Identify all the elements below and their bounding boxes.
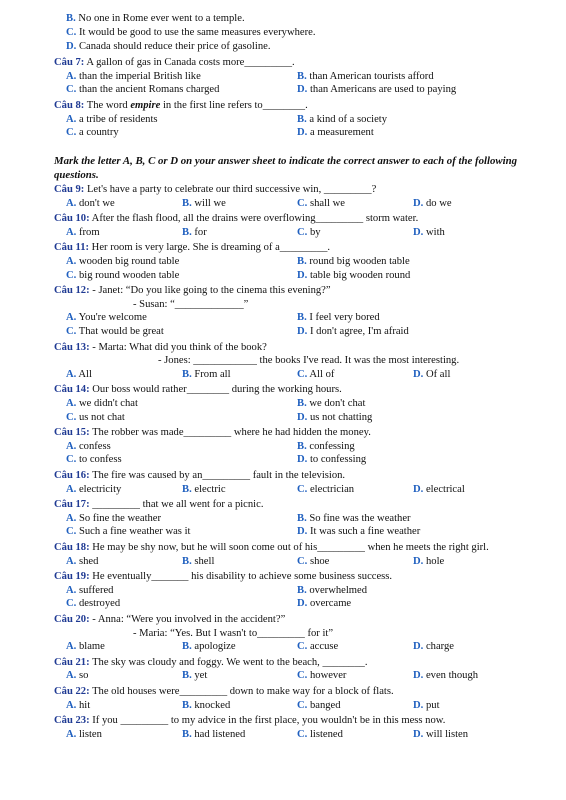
question-number: Câu 19:	[54, 571, 90, 583]
option-text: to confess	[78, 454, 122, 466]
option-text: shoe	[309, 555, 330, 567]
option-text: will we	[194, 197, 226, 209]
option-letter: D.	[413, 197, 424, 209]
question-text: : “Do you like going to the cinema this evening?”	[120, 285, 331, 297]
speaker-name: Anna	[97, 613, 121, 625]
option-letter: A.	[66, 312, 77, 324]
option-8-b[interactable]	[297, 113, 387, 126]
option-text: us not chat	[78, 411, 125, 423]
option-letter: D.	[413, 555, 424, 567]
option-text: a kind of a society	[309, 113, 388, 125]
option-7-c[interactable]	[66, 83, 219, 96]
option-letter: C.	[297, 641, 308, 653]
question-text: Her room is very large. She is dreaming of a_________.	[89, 242, 331, 254]
option-letter: B.	[297, 113, 307, 125]
option-text: All	[78, 368, 92, 380]
option-text: banged	[309, 699, 341, 711]
option-text: That would be great	[78, 325, 164, 337]
option-letter: C.	[297, 197, 308, 209]
option-letter: C.	[66, 26, 77, 38]
option-text: Of all	[425, 368, 451, 380]
option-letter: A.	[66, 197, 77, 209]
option-letter: D.	[297, 454, 308, 466]
question-text: The word	[84, 100, 131, 112]
option-prev-1[interactable]	[66, 26, 316, 39]
option-text: electrical	[425, 483, 465, 495]
option-9-b[interactable]	[182, 197, 226, 210]
speaker-name: Marta	[98, 341, 124, 353]
option-letter: C.	[297, 483, 308, 495]
option-letter: B.	[182, 226, 192, 238]
option-letter: A.	[66, 728, 77, 740]
dialogue-reply	[133, 627, 333, 640]
question-stem	[54, 541, 554, 554]
option-21-b[interactable]	[182, 669, 207, 682]
option-16-a[interactable]	[66, 483, 121, 496]
option-letter: C.	[66, 598, 77, 610]
option-text: charge	[425, 641, 455, 653]
option-text: shed	[78, 555, 99, 567]
dialogue-reply	[158, 354, 459, 367]
option-letter: C.	[66, 526, 77, 538]
option-letter: A.	[66, 70, 77, 82]
question-number: Câu 16:	[54, 469, 90, 481]
speaker-name: - Susan	[133, 298, 165, 310]
option-letter: A.	[66, 512, 77, 524]
option-text: than the imperial British like	[78, 70, 201, 82]
option-text: table big wooden round	[309, 269, 411, 281]
option-text: destroyed	[78, 598, 121, 610]
option-text: It would be good to use the same measures everywhere.	[78, 26, 316, 38]
option-text: with	[425, 226, 445, 238]
option-letter: B.	[182, 483, 192, 495]
option-23-c[interactable]	[297, 728, 343, 741]
option-17-c[interactable]	[66, 525, 190, 538]
question-text: The fire was caused by an_________ fault in the television.	[89, 469, 346, 481]
question-text: Let's have a party to celebrate our third successive win, _________?	[84, 183, 377, 195]
option-text: from	[78, 226, 100, 238]
question-number: Câu 15:	[54, 427, 90, 439]
option-text: It was such a fine weather	[309, 526, 421, 538]
option-letter: C.	[297, 555, 308, 567]
option-9-d[interactable]	[413, 197, 452, 210]
option-letter: D.	[413, 641, 424, 653]
option-text: than the ancient Romans charged	[78, 84, 220, 96]
question-text: Our boss would rather________ during the working hours.	[89, 384, 342, 396]
question-number: Câu 11:	[54, 242, 90, 254]
option-text: hole	[425, 555, 445, 567]
option-text: so	[78, 670, 89, 682]
option-text: You're welcome	[78, 312, 147, 324]
option-letter: D.	[66, 40, 77, 52]
option-20-b[interactable]	[182, 640, 236, 653]
question-text: in the first line refers to________.	[160, 100, 308, 112]
option-12-c[interactable]	[66, 325, 164, 338]
option-letter: A.	[66, 483, 77, 495]
option-22-d[interactable]	[413, 699, 440, 712]
question-number: Câu 23:	[54, 715, 90, 727]
option-letter: D.	[297, 526, 308, 538]
question-number: Câu 20:	[54, 613, 90, 625]
question-stem	[54, 99, 554, 112]
question-text: : “Were you involved in the accident?”	[120, 613, 286, 625]
option-letter: C.	[297, 226, 308, 238]
question-stem	[54, 656, 554, 669]
option-letter: A.	[66, 670, 77, 682]
question-stem	[54, 714, 554, 727]
option-10-c[interactable]	[297, 226, 321, 239]
option-18-d[interactable]	[413, 555, 444, 568]
question-text: The sky was cloudy and foggy. We went to the beach, ________.	[89, 656, 368, 668]
option-23-b[interactable]	[182, 728, 245, 741]
option-text: listen	[78, 728, 102, 740]
option-letter: B.	[297, 440, 307, 452]
question-number: Câu 21:	[54, 656, 90, 668]
question-text: : What did you think of the book?	[123, 341, 267, 353]
question-stem	[54, 498, 554, 511]
option-letter: B.	[297, 312, 307, 324]
question-text: _________ that we all went for a picnic.	[89, 499, 264, 511]
option-text: Canada should reduce their price of gasoline.	[78, 40, 271, 52]
option-16-b[interactable]	[182, 483, 226, 496]
option-text: we didn't chat	[78, 397, 138, 409]
option-letter: A.	[66, 397, 77, 409]
question-stem	[54, 685, 554, 698]
reply-text: : “Yes. But I wasn't to_________ for it”	[164, 627, 334, 639]
option-9-a[interactable]	[66, 197, 115, 210]
speaker-name: - Maria	[133, 627, 165, 639]
option-letter: C.	[66, 411, 77, 423]
option-text: shall we	[309, 197, 345, 209]
option-text: a measurement	[309, 127, 374, 139]
option-letter: D.	[413, 226, 424, 238]
option-text: wooden big round table	[78, 255, 180, 267]
option-letter: D.	[413, 368, 424, 380]
option-letter: C.	[66, 127, 77, 139]
question-text: He eventually_______ his disability to achieve some business success.	[89, 571, 393, 583]
question-number: Câu 17:	[54, 499, 90, 511]
option-letter: A.	[66, 226, 77, 238]
option-letter: C.	[66, 454, 77, 466]
option-23-a[interactable]	[66, 728, 102, 741]
option-text: From all	[194, 368, 231, 380]
option-11-b[interactable]	[297, 255, 410, 268]
option-letter: B.	[182, 728, 192, 740]
option-text: electric	[194, 483, 226, 495]
option-letter: B.	[182, 699, 192, 711]
option-text: accuse	[309, 641, 339, 653]
option-text: a country	[78, 127, 119, 139]
option-letter: D.	[297, 84, 308, 96]
option-8-a[interactable]	[66, 113, 158, 126]
option-letter: D.	[297, 325, 308, 337]
option-letter: D.	[297, 127, 308, 139]
question-stem	[54, 570, 554, 583]
option-11-c[interactable]	[66, 269, 179, 282]
reply-text: : ____________ the books I've read. It was the most interesting.	[187, 355, 460, 367]
option-text: us not chatting	[309, 411, 373, 423]
option-12-d[interactable]	[297, 325, 409, 338]
question-text: -	[89, 613, 98, 625]
option-text: had listened	[194, 728, 246, 740]
option-text: blame	[78, 641, 105, 653]
option-14-a[interactable]	[66, 397, 138, 410]
option-15-a[interactable]	[66, 440, 111, 453]
option-letter: B.	[182, 670, 192, 682]
option-letter: B.	[182, 197, 192, 209]
emphasized-word: empire	[130, 100, 161, 112]
option-7-a[interactable]	[66, 70, 201, 83]
option-letter: B.	[297, 512, 307, 524]
question-text: -	[89, 285, 99, 297]
option-text: than Americans are used to paying	[309, 84, 457, 96]
question-stem	[54, 212, 554, 225]
question-number: Câu 10:	[54, 213, 90, 225]
option-17-a[interactable]	[66, 512, 161, 525]
option-letter: D.	[297, 598, 308, 610]
option-13-d[interactable]	[413, 368, 450, 381]
option-letter: B.	[297, 397, 307, 409]
option-text: even though	[425, 670, 479, 682]
section-instruction: Mark the letter A, B, C or D on your answer sheet to indicate the correct answer to each of the following questions.	[54, 155, 517, 182]
question-stem	[54, 469, 554, 482]
option-letter: C.	[66, 325, 77, 337]
option-14-c[interactable]	[66, 411, 125, 424]
question-stem	[54, 383, 554, 396]
option-21-d[interactable]	[413, 669, 478, 682]
option-12-b[interactable]	[297, 311, 380, 324]
question-text: A gallon of gas in Canada costs more_________.	[84, 57, 295, 68]
option-text: So fine the weather	[78, 512, 162, 524]
option-21-c[interactable]	[297, 669, 346, 682]
option-letter: D.	[297, 269, 308, 281]
option-text: than American tourists afford	[309, 70, 434, 82]
option-text: however	[309, 670, 347, 682]
option-letter: D.	[297, 411, 308, 423]
option-14-b[interactable]	[297, 397, 365, 410]
option-text: apologize	[194, 641, 236, 653]
option-11-a[interactable]	[66, 255, 179, 268]
option-prev-2[interactable]	[66, 40, 270, 53]
option-10-b[interactable]	[182, 226, 207, 239]
option-letter: C.	[66, 269, 77, 281]
question-text: After the flash flood, all the drains were overflowing_________ storm water.	[89, 213, 419, 225]
option-text: overcame	[309, 598, 352, 610]
option-letter: A.	[66, 555, 77, 567]
option-letter: A.	[66, 699, 77, 711]
option-text: I feel very bored	[309, 312, 380, 324]
option-20-d[interactable]	[413, 640, 454, 653]
option-text: So fine was the weather	[309, 512, 411, 524]
option-text: All of	[309, 368, 335, 380]
option-13-c[interactable]	[297, 368, 334, 381]
question-number: Câu 7:	[54, 57, 85, 68]
option-text: electrician	[309, 483, 355, 495]
option-13-b[interactable]	[182, 368, 231, 381]
option-letter: B.	[297, 584, 307, 596]
question-number: Câu 18:	[54, 541, 90, 553]
question-stem	[54, 183, 554, 196]
option-11-d[interactable]	[297, 269, 410, 282]
dialogue-reply	[133, 298, 248, 311]
option-19-d[interactable]	[297, 597, 351, 610]
question-number: Câu 9:	[54, 183, 85, 195]
option-7-b[interactable]	[297, 70, 434, 83]
option-letter: C.	[297, 728, 308, 740]
option-letter: C.	[297, 670, 308, 682]
option-text: put	[425, 699, 440, 711]
option-14-d[interactable]	[297, 411, 372, 424]
option-text: by	[309, 226, 321, 238]
option-9-c[interactable]	[297, 197, 345, 210]
option-17-b[interactable]	[297, 512, 411, 525]
option-18-a[interactable]	[66, 555, 98, 568]
option-text: confessing	[309, 440, 355, 452]
question-stem	[54, 241, 554, 254]
option-12-a[interactable]	[66, 311, 147, 324]
option-text: to confessing	[309, 454, 367, 466]
option-text: will listen	[425, 728, 469, 740]
option-13-a[interactable]	[66, 368, 92, 381]
option-21-a[interactable]	[66, 669, 88, 682]
option-10-a[interactable]	[66, 226, 100, 239]
question-stem	[54, 284, 554, 297]
question-text: -	[89, 341, 99, 353]
option-letter: B.	[297, 70, 307, 82]
option-8-c[interactable]	[66, 126, 119, 139]
option-15-d[interactable]	[297, 453, 366, 466]
question-number: Câu 8:	[54, 100, 85, 112]
option-text: big round wooden table	[78, 269, 180, 281]
option-16-d[interactable]	[413, 483, 465, 496]
option-text: round big wooden table	[309, 255, 410, 267]
option-15-c[interactable]	[66, 453, 122, 466]
option-text: Such a fine weather was it	[78, 526, 191, 538]
option-8-d[interactable]	[297, 126, 374, 139]
option-letter: B.	[182, 368, 192, 380]
option-letter: A.	[66, 113, 77, 125]
option-letter: B.	[182, 641, 192, 653]
question-stem	[54, 56, 554, 69]
option-16-c[interactable]	[297, 483, 354, 496]
option-letter: A.	[66, 641, 77, 653]
option-letter: C.	[66, 84, 77, 96]
question-number: Câu 12:	[54, 285, 90, 297]
option-letter: B.	[182, 555, 192, 567]
question-number: Câu 22:	[54, 685, 90, 697]
question-text: The old houses were_________ down to make way for a block of flats.	[89, 685, 394, 697]
option-letter: A.	[66, 440, 77, 452]
question-stem	[54, 613, 554, 626]
option-text: I don't agree, I'm afraid	[309, 325, 409, 337]
option-letter: A.	[66, 255, 77, 267]
option-letter: B.	[297, 255, 307, 267]
option-text: confess	[78, 440, 111, 452]
option-text: knocked	[194, 699, 231, 711]
option-7-d[interactable]	[297, 83, 456, 96]
option-20-c[interactable]	[297, 640, 338, 653]
question-number: Câu 14:	[54, 384, 90, 396]
reply-text: : “_____________”	[164, 298, 249, 310]
option-text: shell	[194, 555, 215, 567]
option-23-d[interactable]	[413, 728, 468, 741]
option-letter: C.	[297, 368, 308, 380]
question-text: He may be shy now, but he will soon come out of his_________ when he meets the right girl.	[89, 541, 489, 553]
question-stem	[54, 341, 554, 354]
option-text: do we	[425, 197, 452, 209]
option-letter: A.	[66, 584, 77, 596]
option-letter: D.	[413, 699, 424, 711]
question-stem	[54, 426, 554, 439]
option-prev-0[interactable]	[66, 12, 245, 25]
speaker-name: - Jones	[158, 355, 188, 367]
option-text: we don't chat	[309, 397, 366, 409]
option-19-a[interactable]	[66, 584, 113, 597]
option-22-c[interactable]	[297, 699, 341, 712]
option-text: don't we	[78, 197, 115, 209]
option-letter: C.	[297, 699, 308, 711]
option-18-b[interactable]	[182, 555, 214, 568]
option-text: suffered	[78, 584, 114, 596]
question-text: The robber was made_________ where he had hidden the money.	[89, 427, 371, 439]
option-22-b[interactable]	[182, 699, 230, 712]
option-19-b[interactable]	[297, 584, 367, 597]
option-text: No one in Rome ever went to a temple.	[78, 13, 245, 24]
option-text: overwhelmed	[309, 584, 368, 596]
option-text: listened	[309, 728, 343, 740]
option-19-c[interactable]	[66, 597, 120, 610]
option-18-c[interactable]	[297, 555, 329, 568]
option-text: for	[194, 226, 207, 238]
option-text: hit	[78, 699, 91, 711]
option-15-b[interactable]	[297, 440, 355, 453]
option-letter: D.	[413, 728, 424, 740]
option-letter: D.	[413, 483, 424, 495]
option-17-d[interactable]	[297, 525, 420, 538]
option-letter: A.	[66, 368, 77, 380]
option-20-a[interactable]	[66, 640, 105, 653]
option-letter: D.	[413, 670, 424, 682]
option-text: electricity	[78, 483, 122, 495]
speaker-name: Janet	[98, 285, 121, 297]
question-text: If you _________ to my advice in the first place, you wouldn't be in this mess now.	[89, 715, 446, 727]
option-letter: B.	[66, 13, 76, 24]
question-number: Câu 13:	[54, 341, 90, 353]
option-text: yet	[194, 670, 208, 682]
option-10-d[interactable]	[413, 226, 445, 239]
option-22-a[interactable]	[66, 699, 90, 712]
option-text: a tribe of residents	[78, 113, 158, 125]
